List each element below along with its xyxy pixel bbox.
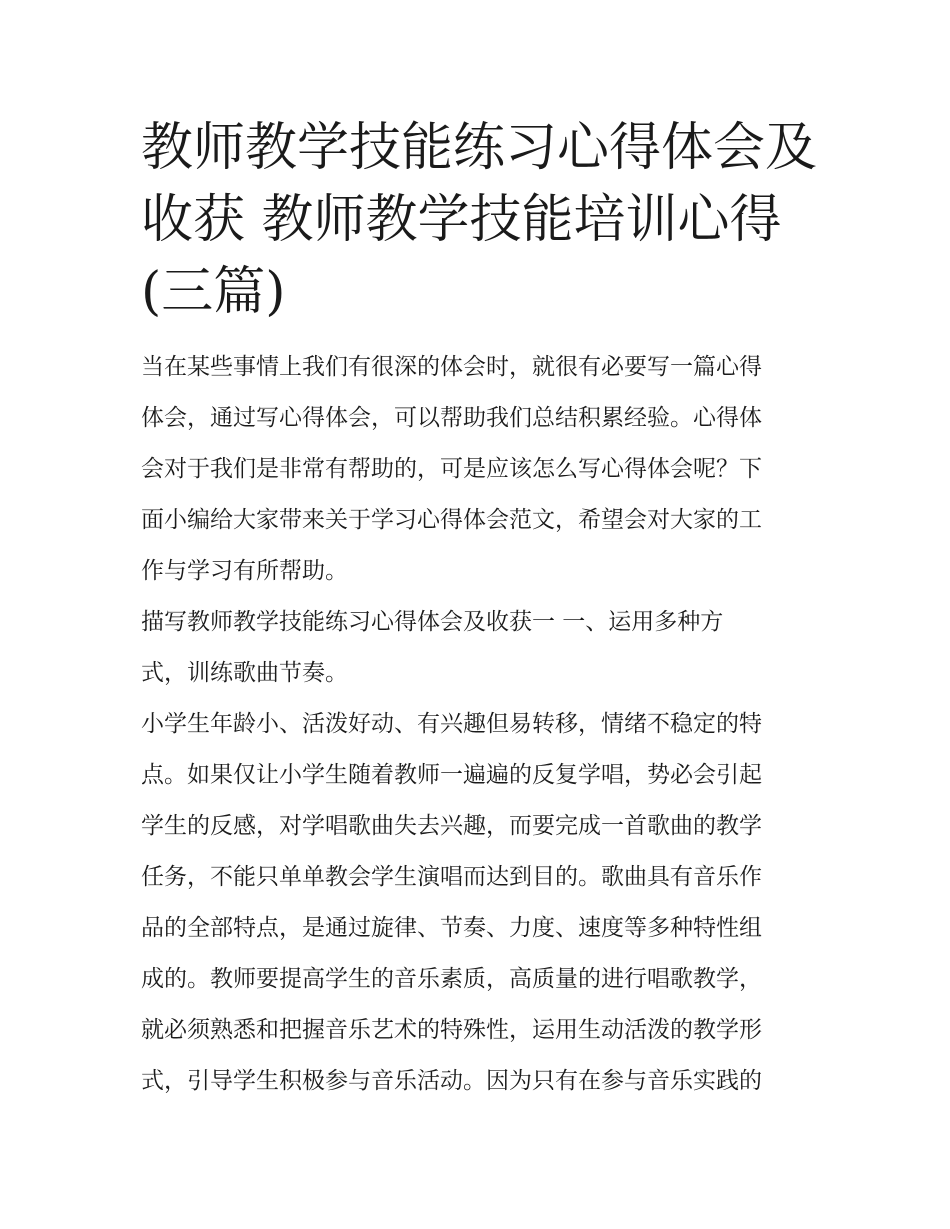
text-line: 体会，通过写心得体会，可以帮助我们总结积累经验。心得体 [141,405,762,431]
text-line: 学生的反感，对学唱歌曲失去兴趣，而要完成一首歌曲的教学 [141,813,762,839]
text-line: 面小编给大家带来关于学习心得体会范文，希望会对大家的工 [141,507,762,533]
text-line: 当在某些事情上我们有很深的体会时，就很有必要写一篇心得 [141,354,762,380]
text-line: 作与学习有所帮助。 [141,558,348,584]
document-title [141,112,818,328]
text-line: 描写教师教学技能练习心得体会及收获一 一、运用多种方 [141,609,724,635]
title-line: (三篇) [141,262,286,322]
section-heading [141,597,813,699]
text-line: 品的全部特点，是通过旋律、节奏、力度、速度等多种特性组 [141,915,762,941]
text-line: 点。如果仅让小学生随着教师一遍遍的反复学唱，势必会引起 [141,762,762,788]
text-line: 就必须熟悉和把握音乐艺术的特殊性，运用生动活泼的教学形 [141,1017,762,1043]
intro-paragraph [141,342,813,597]
text-line: 式，训练歌曲节奏。 [141,660,348,686]
text-line: 成的。教师要提高学生的音乐素质，高质量的进行唱歌教学， [141,966,762,992]
text-line: 式，引导学生积极参与音乐活动。因为只有在参与音乐实践的 [141,1068,762,1094]
document-content [141,112,818,1107]
text-line: 任务，不能只单单教会学生演唱而达到目的。歌曲具有音乐作 [141,864,762,890]
text-line: 小学生年龄小、活泼好动、有兴趣但易转移，情绪不稳定的特 [141,711,762,737]
title-line: 教师教学技能练习心得体会及 [141,118,818,178]
title-line: 收获 教师教学技能培训心得 [141,190,782,250]
body-paragraph [141,699,813,1107]
text-line: 会对于我们是非常有帮助的，可是应该怎么写心得体会呢？下 [141,456,762,482]
